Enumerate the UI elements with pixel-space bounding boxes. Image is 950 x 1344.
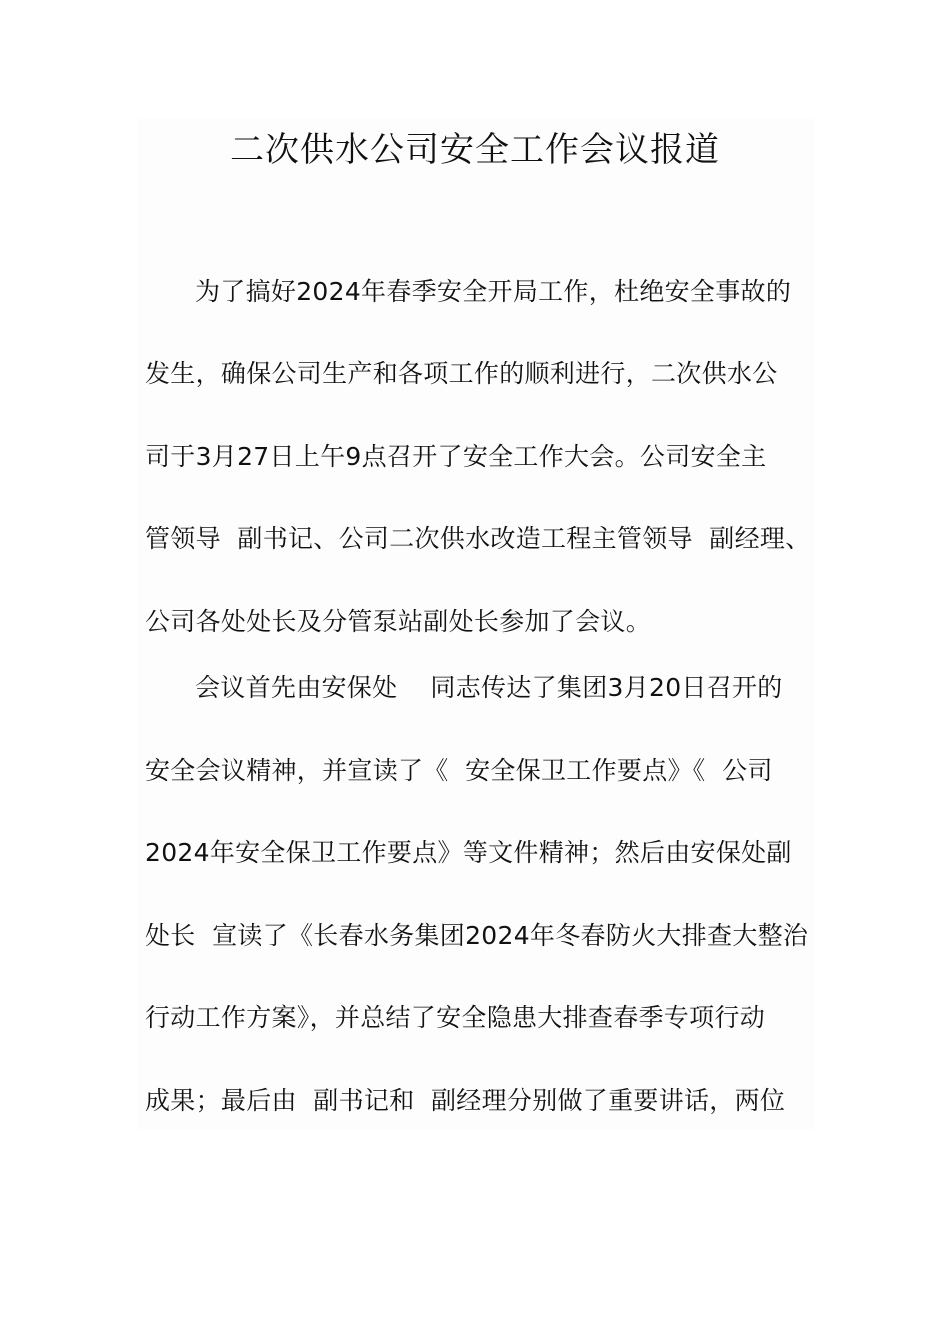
paragraph-1-line-1: 为了搞好2024年春季安全开局工作，杜绝安全事故的 [195,277,792,306]
paragraph-2-line-2: 安全会议精神，并宣读了《 安全保卫工作要点》《 公司 [145,756,773,785]
paragraph-2-line-1: 会议首先由安保处 同志传达了集团3月20日召开的 [195,673,783,702]
paragraph-1-line-3: 司于3月27日上午9点召开了安全工作大会。公司安全主 [145,442,767,471]
paragraph-1-line-2: 发生，确保公司生产和各项工作的顺利进行，二次供水公 [145,359,778,388]
document-title: 二次供水公司安全工作会议报道 [230,130,720,170]
paragraph-2-line-4: 处长 宣读了《长春水务集团2024年冬春防火大排查大整治 [145,921,809,950]
paragraph-2-line-5: 行动工作方案》，并总结了安全隐患大排查春季专项行动 [145,1003,766,1032]
paragraph-1-line-4: 管领导 副书记、公司二次供水改造工程主管领导 副经理、 [145,524,811,553]
paragraph-1-line-5: 公司各处处长及分管泵站副处长参加了会议。 [145,607,652,636]
paragraph-2-line-6: 成果；最后由 副书记和 副经理分别做了重要讲话，两位 [145,1086,786,1115]
paragraph-2-line-3: 2024年安全保卫工作要点》等文件精神；然后由安保处副 [145,838,792,867]
